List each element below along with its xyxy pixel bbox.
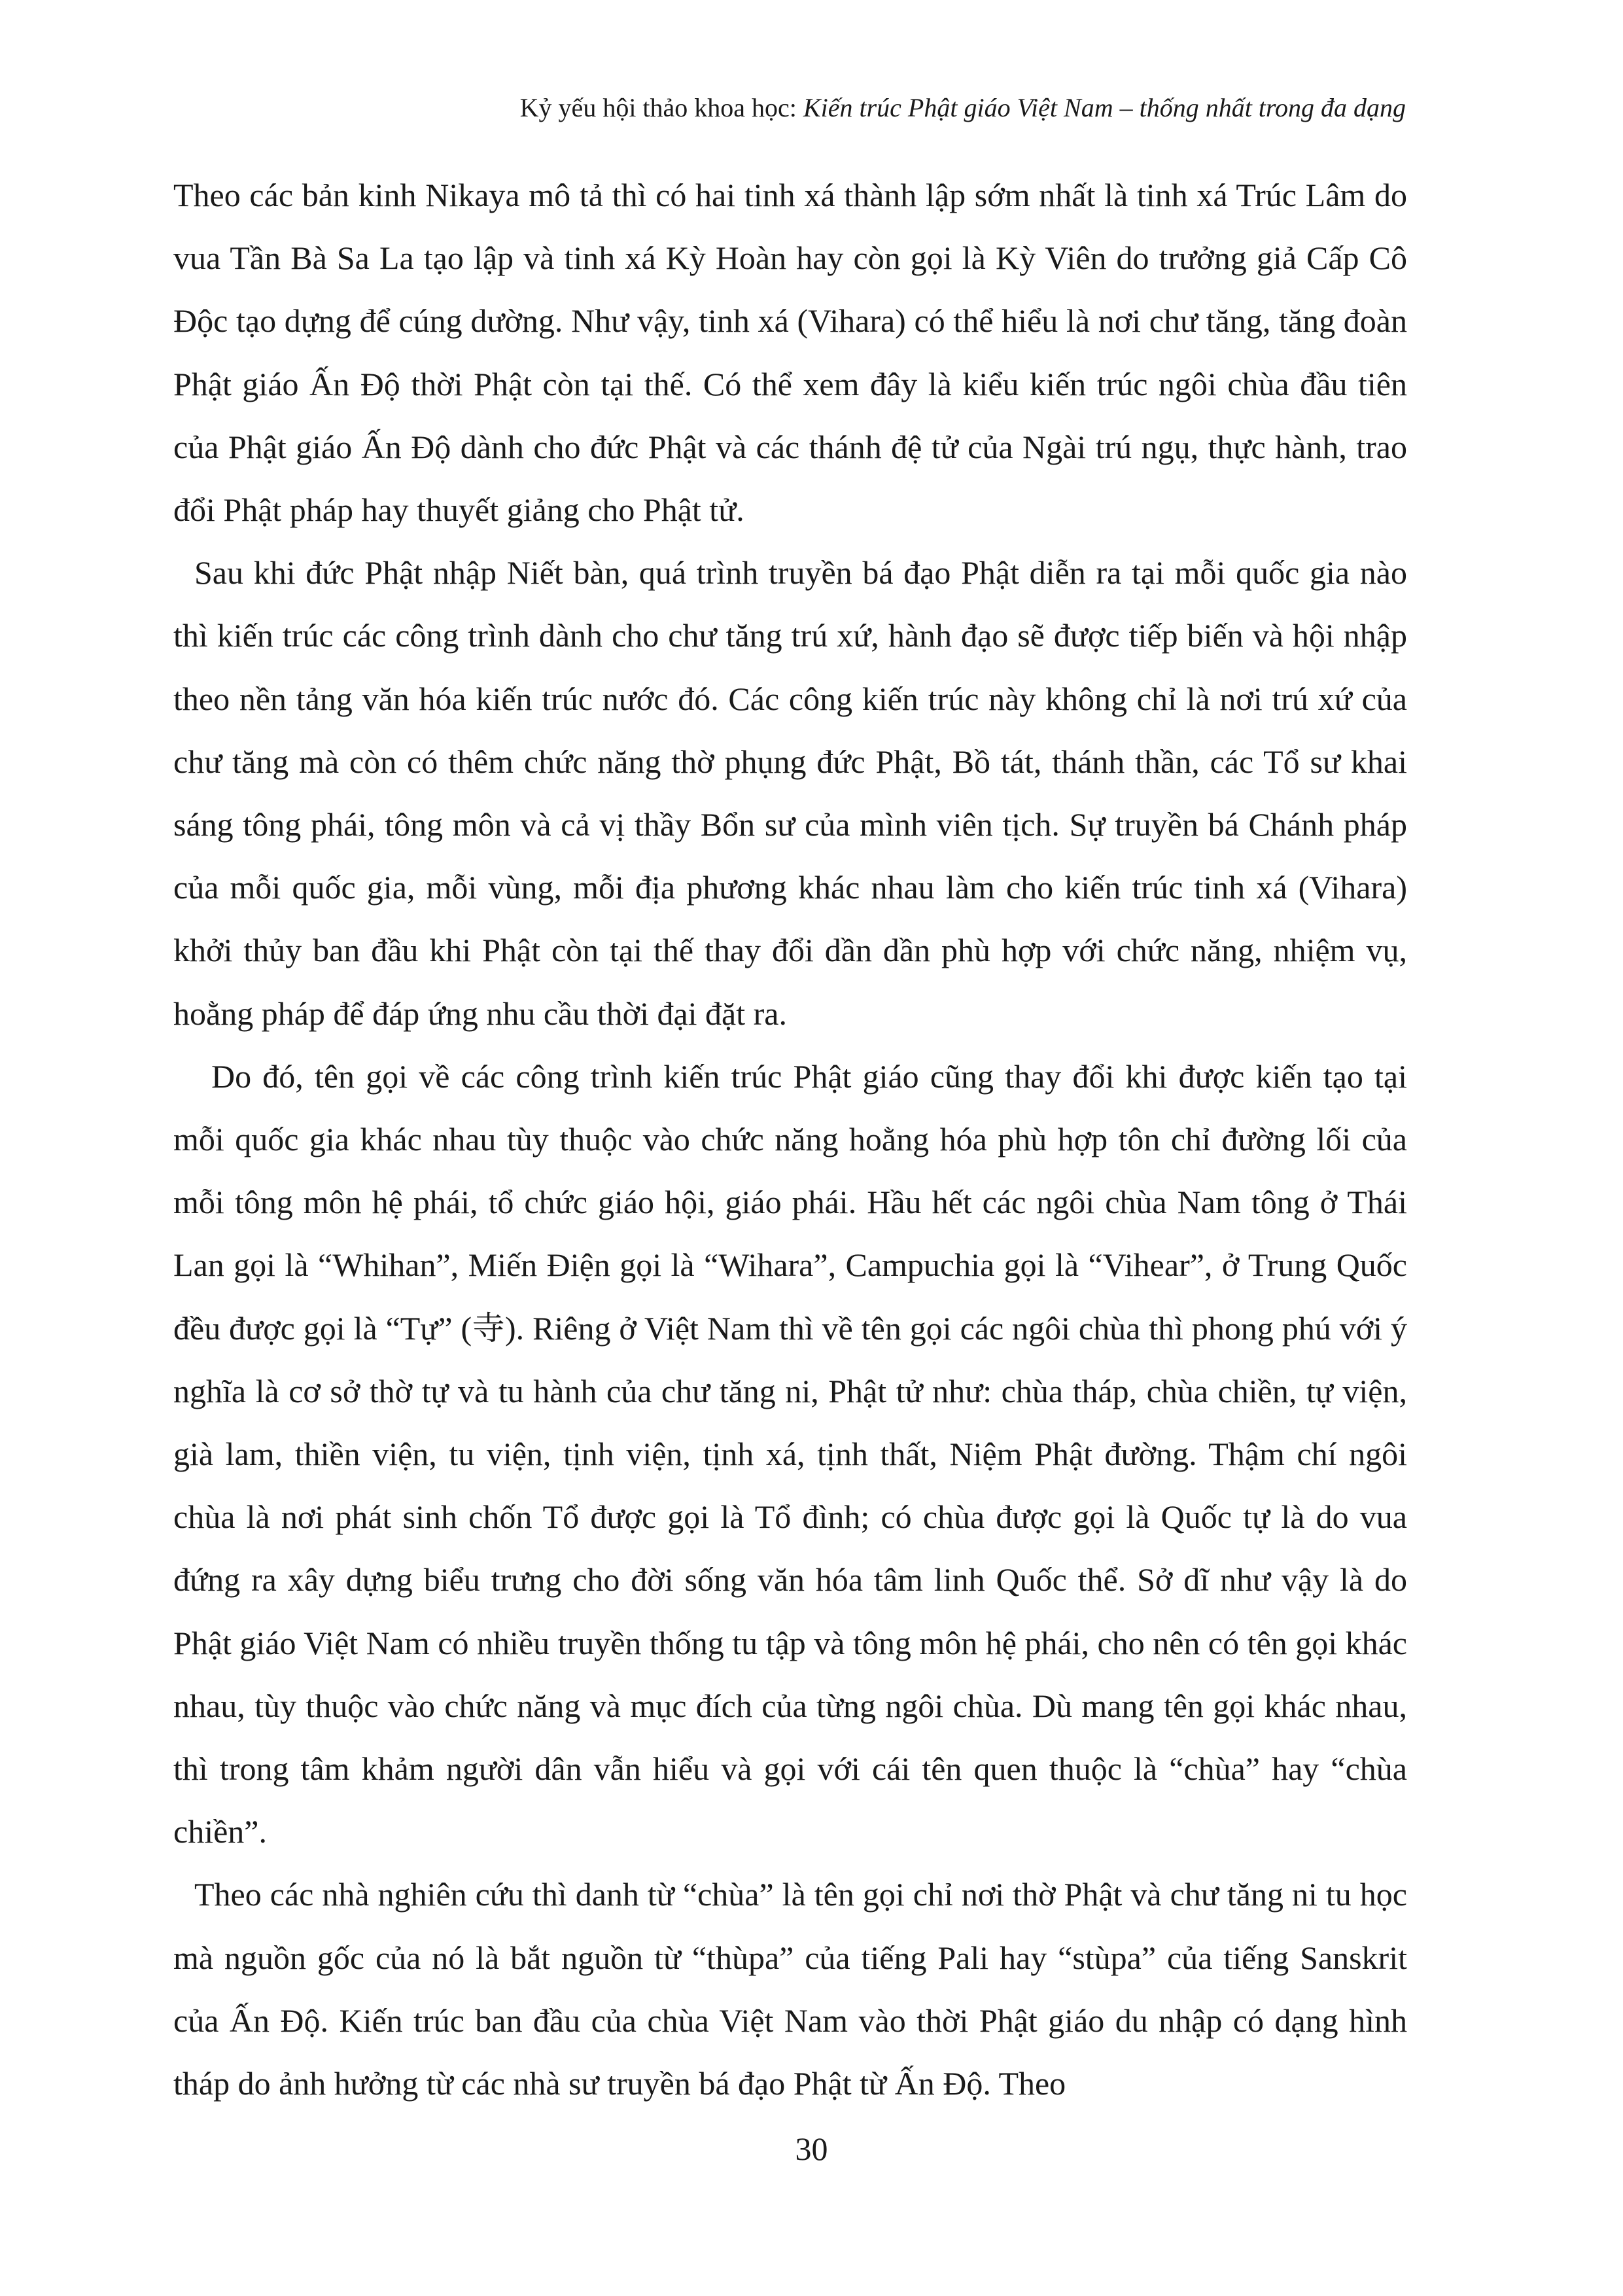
- paragraph-1: Theo các bản kinh Nikaya mô tả thì có hai tinh xá thành lập sớm nhất là tinh xá Trúc Lâm do vua Tần Bà Sa La tạo lập và tinh xá Kỳ Hoàn hay còn gọi là Kỳ Viên do trưởng giả Cấp Cô Độc tạo dựng để cúng dường. Như vậy, tinh xá (Vihara) có thể hiểu là nơi chư tăng, tăng đoàn Phật giáo Ấn Độ thời Phật còn tại thế. Có thể xem đây là kiểu kiến trúc ngôi chùa đầu tiên của Phật giáo Ấn Độ dành cho đức Phật và các thánh đệ tử của Ngài trú ngụ, thực hành, trao đổi Phật pháp hay thuyết giảng cho Phật tử.: [173, 177, 1407, 529]
- paragraph-4: Theo các nhà nghiên cứu thì danh từ “chùa” là tên gọi chỉ nơi thờ Phật và chư tăng ni tu học mà nguồn gốc của nó là bắt nguồn từ “thùpa” của tiếng Pali hay “stùpa” của tiếng Sanskrit của Ấn Độ. Kiến trúc ban đầu của chùa Việt Nam vào thời Phật giáo du nhập có dạng hình tháp do ảnh hưởng từ các nhà sư truyền bá đạo Phật từ Ấn Độ. Theo: [173, 1876, 1407, 2102]
- header-prefix: Kỷ yếu hội thảo khoa học:: [519, 93, 803, 122]
- running-header: [520, 92, 1406, 124]
- paragraph-3: Do đó, tên gọi về các công trình kiến trúc Phật giáo cũng thay đổi khi được kiến tạo tại mỗi quốc gia khác nhau tùy thuộc vào chức năng hoằng hóa phù hợp tôn chỉ đường lối của mỗi tông môn hệ phái, tổ chức giáo hội, giáo phái. Hầu hết các ngôi chùa Nam tông ở Thái Lan gọi là “Whihan”, Miến Điện gọi là “Wihara”, Campuchia gọi là “Vihear”, ở Trung Quốc đều được gọi là “Tự” (寺). Riêng ở Việt Nam thì về tên gọi các ngôi chùa thì phong phú với ý nghĩa là cơ sở thờ tự và tu hành của chư tăng ni, Phật tử như: chùa tháp, chùa chiền, tự viện, già lam, thiền viện, tu viện, tịnh viện, tịnh xá, tịnh thất, Niệm Phật đường. Thậm chí ngôi chùa là nơi phát sinh chốn Tổ được gọi là Tổ đình; có chùa được gọi là Quốc tự là do vua đứng ra xây dựng biểu trưng cho đời sống văn hóa tâm linh Quốc thể. Sở dĩ như vậy là do Phật giáo Việt Nam có nhiều truyền thống tu tập và tông môn hệ phái, cho nên có tên gọi khác nhau, tùy thuộc vào chức năng và mục đích của từng ngôi chùa. Dù mang tên gọi khác nhau, thì trong tâm khảm người dân vẫn hiểu và gọi với cái tên quen thuộc là “chùa” hay “chùa chiền”.: [173, 1057, 1407, 1850]
- header-title: Kiến trúc Phật giáo Việt Nam – thống nhất trong đa dạng: [803, 93, 1406, 122]
- paragraph-2: Sau khi đức Phật nhập Niết bàn, quá trình truyền bá đạo Phật diễn ra tại mỗi quốc gia nào thì kiến trúc các công trình dành cho chư tăng trú xứ, hành đạo sẽ được tiếp biến và hội nhập theo nền tảng văn hóa kiến trúc nước đó. Các công kiến trúc này không chỉ là nơi trú xứ của chư tăng mà còn có thêm chức năng thờ phụng đức Phật, Bồ tát, thánh thần, các Tổ sư khai sáng tông phái, tông môn và cả vị thầy Bổn sư của mình viên tịch. Sự truyền bá Chánh pháp của mỗi quốc gia, mỗi vùng, mỗi địa phương khác nhau làm cho kiến trúc tinh xá (Vihara) khởi thủy ban đầu khi Phật còn tại thế thay đổi dần dần phù hợp với chức năng, nhiệm vụ, hoằng pháp để đáp ứng nhu cầu thời đại đặt ra.: [173, 554, 1407, 1032]
- page-number: 30: [795, 2130, 828, 2167]
- body-text: [173, 164, 1407, 2115]
